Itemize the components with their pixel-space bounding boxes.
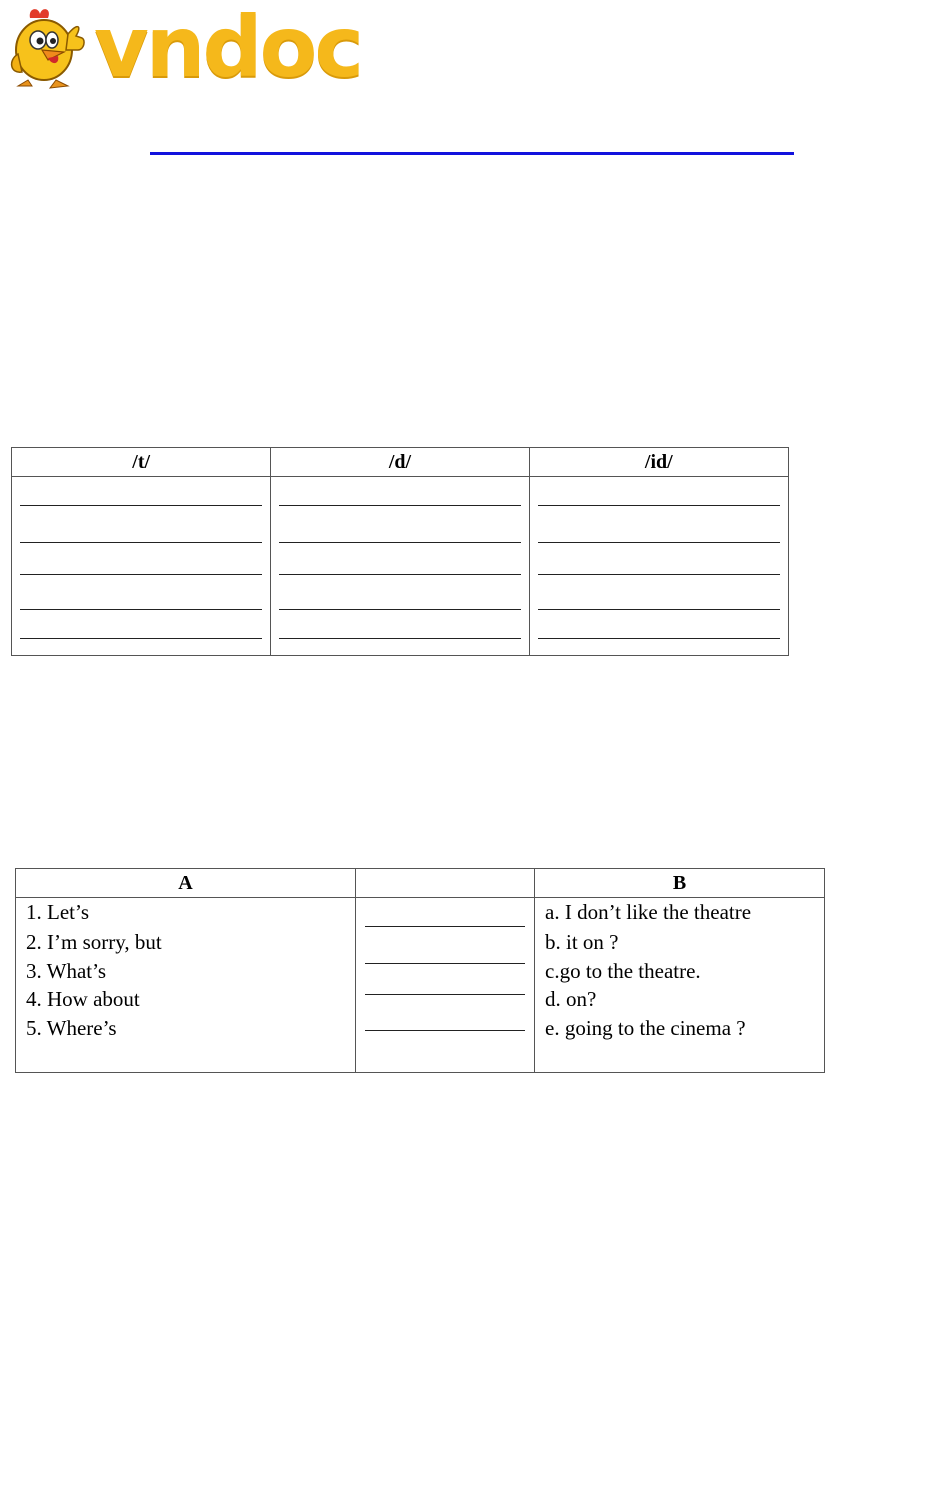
- vndoc-logo: [8, 0, 362, 96]
- answer-blank[interactable]: [365, 926, 525, 927]
- column-b-item: c.go to the theatre.: [545, 959, 701, 983]
- answer-blank[interactable]: [279, 638, 520, 639]
- column-b-item: b. it on ?: [545, 930, 619, 954]
- answer-blank[interactable]: [538, 574, 780, 575]
- sound-header-id: /id/: [529, 448, 788, 477]
- sound-column-id[interactable]: [529, 477, 788, 656]
- answer-blank[interactable]: [279, 609, 520, 610]
- answer-blank[interactable]: [279, 542, 520, 543]
- answer-blank[interactable]: [365, 963, 525, 964]
- answer-blank[interactable]: [279, 505, 520, 506]
- sound-header-d: /d/: [271, 448, 529, 477]
- answer-blank[interactable]: [20, 638, 262, 639]
- answer-column[interactable]: [356, 898, 535, 1073]
- column-a: [16, 898, 356, 1073]
- answer-blank[interactable]: [365, 1030, 525, 1031]
- answer-blank[interactable]: [538, 609, 780, 610]
- answer-blank[interactable]: [538, 542, 780, 543]
- header-divider: [150, 152, 794, 155]
- answer-blank[interactable]: [365, 994, 525, 995]
- answer-blank[interactable]: [538, 505, 780, 506]
- sound-table: [11, 447, 789, 656]
- answer-blank[interactable]: [20, 574, 262, 575]
- column-a-header: A: [16, 869, 356, 898]
- matching-table: [15, 868, 825, 1073]
- column-a-item: 1. Let’s: [26, 900, 89, 924]
- answer-blank[interactable]: [20, 505, 262, 506]
- sound-column-t[interactable]: [12, 477, 271, 656]
- column-a-item: 2. I’m sorry, but: [26, 930, 162, 954]
- column-a-item: 3. What’s: [26, 959, 107, 983]
- answer-blank[interactable]: [20, 609, 262, 610]
- answer-blank[interactable]: [279, 574, 520, 575]
- chicken-mascot-icon: [8, 4, 92, 94]
- column-b-header: B: [535, 869, 825, 898]
- answer-column-header: [356, 869, 535, 898]
- answer-blank[interactable]: [538, 638, 780, 639]
- column-a-item: 5. Where’s: [26, 1016, 117, 1040]
- column-b-item: a. I don’t like the theatre: [545, 900, 752, 924]
- column-b: [535, 898, 825, 1073]
- sound-column-d[interactable]: [271, 477, 529, 656]
- answer-blank[interactable]: [20, 542, 262, 543]
- sound-header-t: /t/: [12, 448, 271, 477]
- column-b-item: d. on?: [545, 987, 597, 1011]
- column-b-item: e. going to the cinema ?: [545, 1016, 746, 1040]
- logo-wordmark: vndoc: [94, 0, 362, 96]
- column-a-item: 4. How about: [26, 987, 140, 1011]
